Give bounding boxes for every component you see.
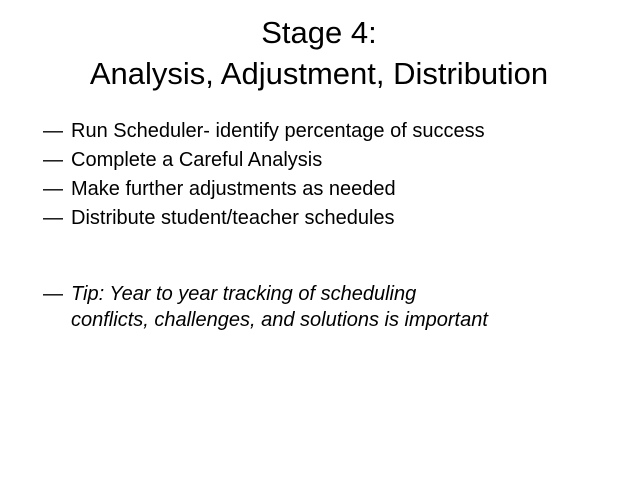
bullet-distribute [43, 204, 633, 233]
bullet-careful-analysis [43, 146, 633, 175]
bullet-dash: — [43, 120, 63, 142]
bullet-list [43, 117, 633, 233]
bullet-text: Complete a Careful Analysis [71, 149, 323, 171]
bullet-dash: — [43, 149, 63, 171]
slide-title [0, 12, 638, 94]
bullet-run-scheduler [43, 117, 633, 146]
bullet-text: Run Scheduler- identify percentage of success [71, 120, 485, 142]
bullet-text: Distribute student/teacher schedules [71, 207, 395, 229]
tip-line-1: Tip: Year to year tracking of scheduling [71, 283, 417, 305]
tip-bullet [43, 281, 633, 333]
title-line-1: Stage 4: [261, 15, 377, 50]
bullet-dash: — [43, 207, 63, 229]
bullet-dash: — [43, 283, 63, 305]
bullet-text: Make further adjustments as needed [71, 178, 396, 200]
title-line-2: Analysis, Adjustment, Distribution [89, 56, 549, 91]
bullet-adjustments [43, 175, 633, 204]
bullet-dash: — [43, 178, 63, 200]
tip-line-2: conflicts, challenges, and solutions is important [71, 309, 488, 331]
